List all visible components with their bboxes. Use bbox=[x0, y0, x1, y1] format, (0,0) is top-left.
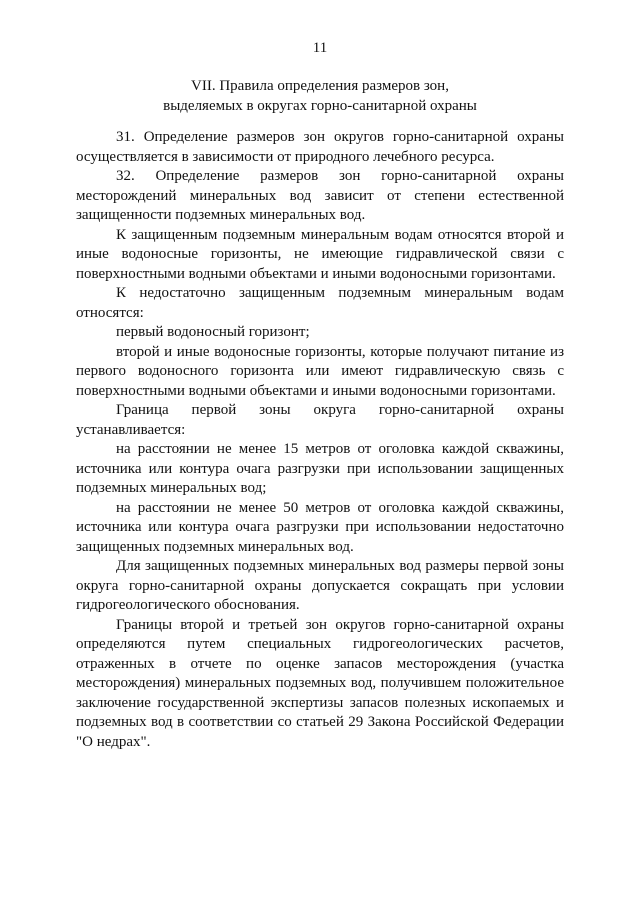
list-item-first-aquifer: первый водоносный горизонт; bbox=[116, 324, 310, 340]
list-item-50-meters: на расстоянии не менее 50 метров от оголовка каждой скважины, источника или контура очага разгрузки при использовании недостаточно защищенных подземных минеральных вод. bbox=[76, 499, 564, 555]
paragraph-protected-waters: К защищенным подземным минеральным водам относятся второй и иные водоносные горизонты, не имеющие гидравлической связи с поверхностными водными объектами и иными водоносными горизонтами. bbox=[76, 226, 564, 282]
section-heading-line-1: VII. Правила определения размеров зон, bbox=[191, 78, 449, 94]
page-number: 11 bbox=[312, 40, 328, 56]
list-item-15-meters: на расстоянии не менее 15 метров от оголовка каждой скважины, источника или контура очага разгрузки при использовании защищенных подземных минеральных вод; bbox=[76, 441, 564, 496]
paragraph-32: 32. Определение размеров зон горно-санитарной охраны месторождений минеральных вод зависит от степени естественной защищенности подземных минеральных вод. bbox=[76, 168, 564, 223]
document-body bbox=[76, 128, 564, 752]
paragraph-31: 31. Определение размеров зон округов горно-санитарной охраны осуществляется в зависимости от природного лечебного ресурса. bbox=[76, 129, 564, 165]
list-item-other-aquifers: второй и иные водоносные горизонты, которые получают питание из первого водоносного горизонта или имеют гидравлическую связь с поверхностными водными объектами и иными водоносными горизонтами. bbox=[76, 343, 564, 399]
section-heading-line-2: выделяемых в округах горно-санитарной охраны bbox=[163, 97, 477, 114]
paragraph-first-zone-reduction: Для защищенных подземных минеральных вод размеры первой зоны округа горно-санитарной охраны допускается сокращать при условии гидрогеологического обоснования. bbox=[76, 558, 564, 613]
section-heading bbox=[76, 77, 564, 116]
paragraph-insufficiently-protected-intro: К недостаточно защищенным подземным минеральным водам относятся: bbox=[76, 285, 564, 321]
paragraph-second-third-zones: Границы второй и третьей зон округов горно-санитарной охраны определяются путем специальных гидрогеологических расчетов, отраженных в отчете по оценке запасов месторождения (участка месторождения) минеральных подземных вод, получившем положительное заключение государственной экспертизы запасов полезных ископаемых и подземных вод в соответствии со статьей 29 Закона Российской Федерации "О недрах". bbox=[76, 616, 564, 750]
paragraph-first-zone-boundary: Граница первой зоны округа горно-санитарной охраны устанавливается: bbox=[76, 402, 564, 438]
